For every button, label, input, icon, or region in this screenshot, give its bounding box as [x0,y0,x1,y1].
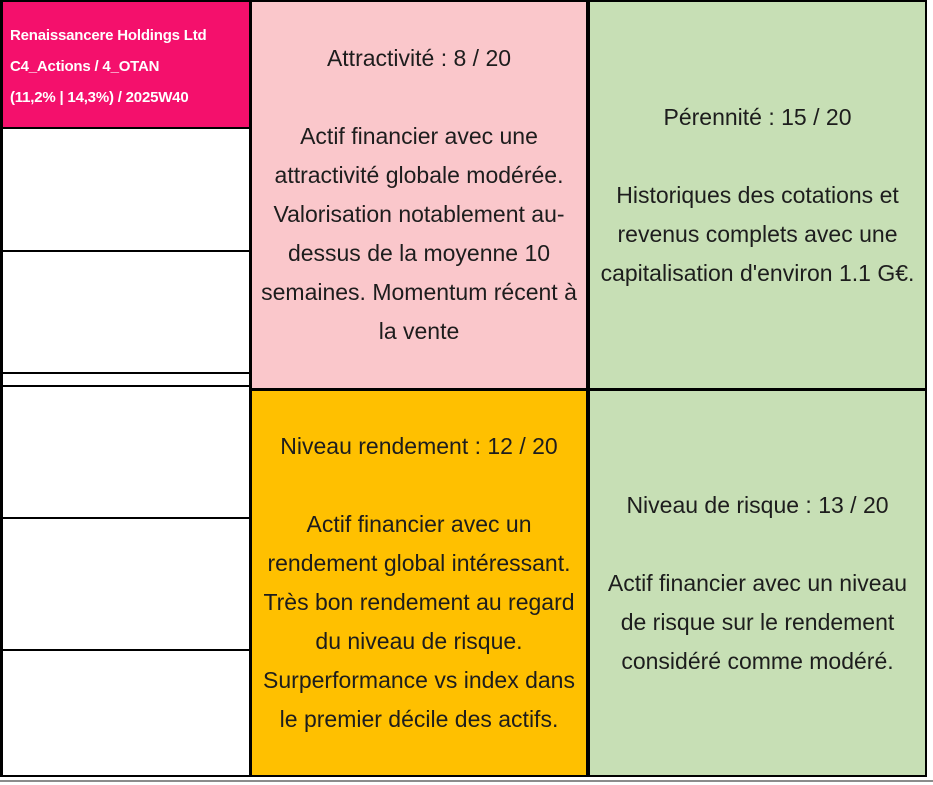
empty-cell[interactable] [3,651,249,777]
asset-category: C4_Actions / 4_OTAN [10,58,160,75]
risque-cell[interactable] [590,391,925,777]
empty-cell[interactable] [3,374,249,387]
asset-header-cell[interactable] [3,2,249,129]
attractivite-description: Actif financier avec une attractivité globale modérée. Valorisation notablement au-dessus de la moyenne 10 semaines. Momentum récent à la vente [261,123,577,344]
asset-weights-week: (11,2% | 14,3%) / 2025W40 [10,89,189,106]
perennite-cell[interactable] [590,2,925,391]
empty-cell[interactable] [3,252,249,374]
perennite-description: Historiques des cotations et revenus complets avec une capitalisation d'environ 1.1 G€. [600,181,915,286]
empty-cell[interactable] [3,519,249,651]
left-column [0,0,252,777]
risque-description: Actif financier avec un niveau de risque sur le rendement considéré comme modéré. [607,569,908,674]
empty-cell[interactable] [3,129,249,252]
risque-score: Niveau de risque : 13 / 20 [626,491,889,518]
rendement-cell[interactable] [252,391,586,777]
perennite-score: Pérennité : 15 / 20 [663,103,852,130]
bottom-gridline [0,780,933,782]
right-column [588,0,927,777]
rendement-score: Niveau rendement : 12 / 20 [280,433,558,459]
empty-cell[interactable] [3,387,249,519]
attractivite-cell[interactable] [252,2,586,391]
attractivite-score: Attractivité : 8 / 20 [326,45,512,71]
rendement-description: Actif financier avec un rendement global intéressant. Très bon rendement au regard du niveau de risque. Surperformance vs index dans le premier décile des actifs. [263,511,575,732]
middle-column [252,0,588,777]
asset-name: Renaissancere Holdings Ltd [10,27,207,44]
